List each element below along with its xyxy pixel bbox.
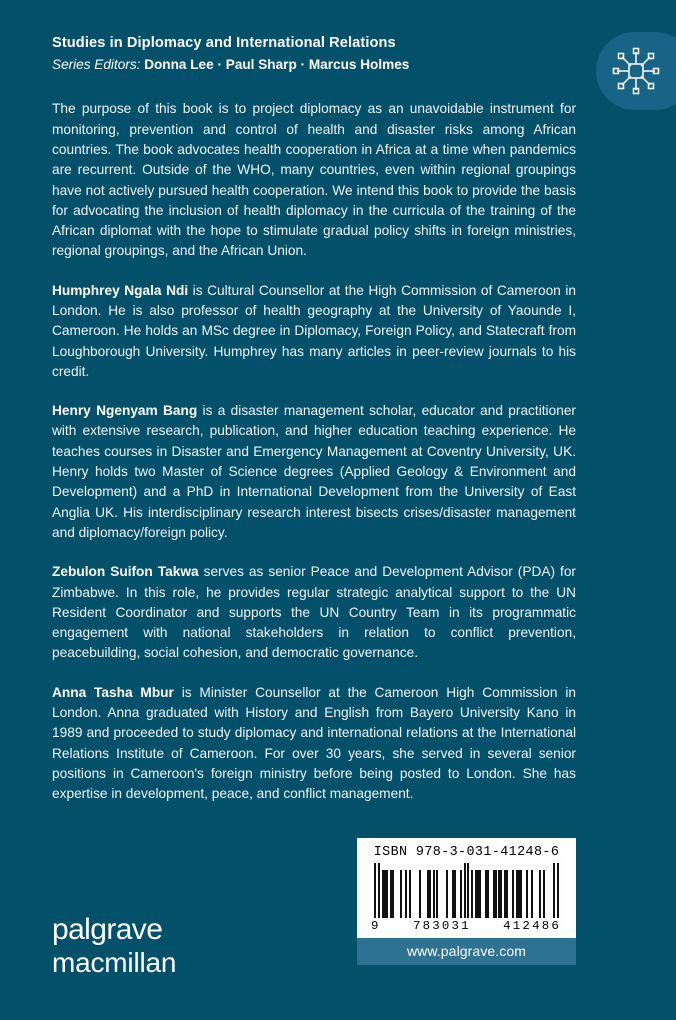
publisher-url: www.palgrave.com (357, 938, 576, 965)
barcode-digit-group-3: 412486 (503, 919, 561, 933)
book-description: The purpose of this book is to project diplomacy as an unavoidable instrument for monitoring, prevention and control of health and disaster risks among African countries. The book advocates health cooperation in Africa at a time when pandemics are recurrent. Outside of the WHO, many countries, even within regional groupings have not actively pursued health cooperation. We intend this book to provide the basis for advocating the inclusion of health diplomacy in the curricula of the training of the African diplomat with the hope to stimulate gradual policy shifts in foreign ministries, regional groupings, and the African Union. (52, 101, 576, 259)
barcode-block (357, 838, 576, 965)
author-bio-text-1: is Cultural Counsellor at the High Commission of Cameroon in London. He is also professor of health geography at the University of Yaounde I, Cameroon. He holds an MSc degree in Diplomacy, Foreign Policy, and Statecraft from Loughborough University. Humphrey has many articles in peer-review journals to his credit. (52, 282, 576, 379)
isbn-text: ISBN 978-3-031-41248-6 (373, 845, 560, 860)
barcode-digit-group-1: 9 (371, 919, 381, 933)
barcode-digit-group-2: 783031 (412, 919, 471, 933)
series-title: Studies in Diplomacy and International Relations (52, 35, 396, 51)
author-name-3: Zebulon Suifon Takwa (52, 564, 199, 580)
palgrave-macmillan-logo (52, 915, 176, 977)
series-editors-label: Series Editors: (52, 56, 141, 72)
author-bio-text-2: is a disaster management scholar, educator and practitioner with extensive research, publication, and higher education teaching experience. He teaches courses in Disaster and Emergency Management at Coventry University, UK. Henry holds two Master of Science degrees (Applied Geology & Environment and Development) and a PhD in International Development from the University of East Anglia UK. His interdisciplinary research interest bisects crises/disaster management and diplomacy/foreign policy. (52, 403, 576, 540)
author-bio-3 (52, 562, 576, 663)
series-editors-names: Donna Lee · Paul Sharp · Marcus Holmes (144, 56, 410, 72)
author-name-2: Henry Ngenyam Bang (52, 403, 198, 419)
author-name-1: Humphrey Ngala Ndi (52, 282, 189, 298)
author-bio-1 (52, 281, 576, 382)
back-cover-content (52, 34, 576, 805)
author-bio-text-3: serves as senior Peace and Development Advisor (PDA) for Zimbabwe. In this role, he provides regular strategic analytical support to the UN Resident Coordinator and supports the UN Country Team in its programmatic engagement with national stakeholders in relation to conflict prevention, peacebuilding, social cohesion, and democratic governance. (52, 564, 576, 661)
publisher-name-line2: macmillan (52, 947, 177, 978)
author-name-4: Anna Tasha Mbur (52, 684, 174, 700)
author-bio-4 (52, 683, 576, 805)
series-badge (596, 32, 676, 110)
barcode-bars (367, 863, 566, 918)
publisher-name-line1: palgrave (52, 913, 163, 946)
barcode-digits (367, 918, 566, 933)
series-editors (52, 56, 576, 74)
barcode-card (357, 838, 576, 938)
author-bio-2 (52, 401, 576, 543)
network-nodes-icon (610, 45, 662, 97)
author-bio-text-4: is Minister Counsellor at the Cameroon High Commission in London. Anna graduated with History and English from Bayero University Kano in 1989 and proceeded to study diplomacy and international relations at the International Relations Institute of Cameroon. For over 30 years, she served in several senior positions in Cameroon's foreign ministry before being posted to London. She has expertise in development, peace, and conflict management. (52, 684, 576, 802)
